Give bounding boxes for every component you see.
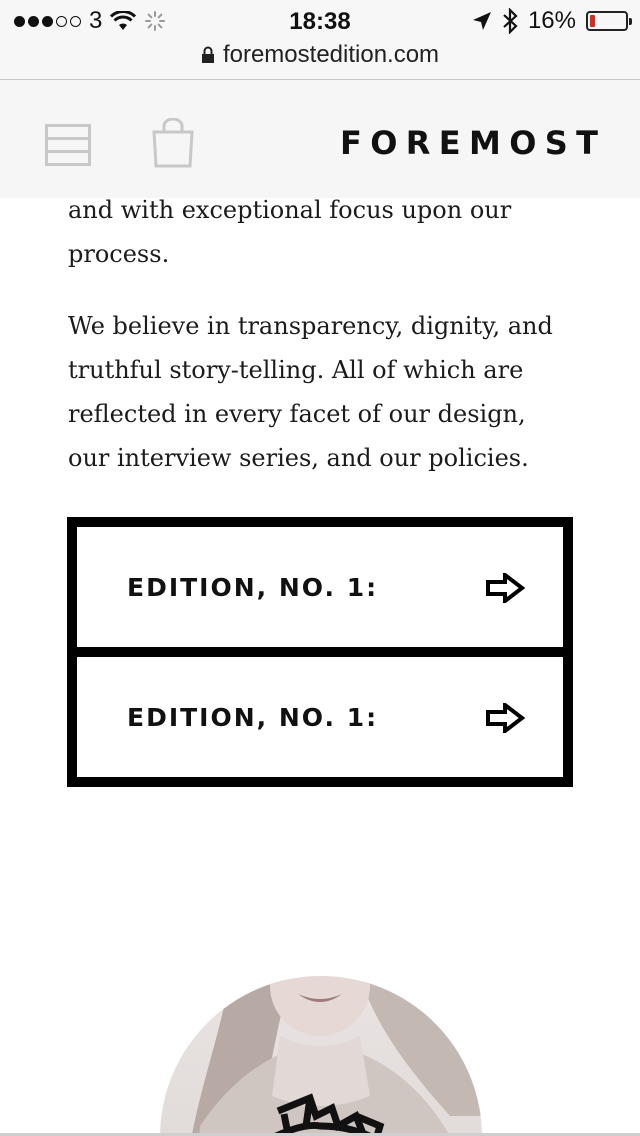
arrow-right-icon: [485, 573, 525, 603]
paragraph-line: reflected in every facet of our design,: [68, 400, 526, 428]
paragraph-line: and with exceptional focus upon our: [68, 196, 512, 224]
edition-link-1[interactable]: [67, 517, 573, 657]
battery-percent: 16%: [527, 7, 576, 34]
portrait-photo: [160, 976, 482, 1136]
edition-label: EDITION, NO. 1:: [127, 573, 379, 602]
intro-paragraph: [68, 188, 588, 276]
paragraph-line: truthful story-telling. All of which are: [68, 356, 524, 384]
paragraph-line: process.: [68, 240, 170, 268]
site-header: [0, 80, 640, 198]
paragraph-line: We believe in transparency, dignity, and: [68, 312, 553, 340]
status-bar: [0, 0, 640, 40]
paragraph-line: our interview series, and our policies.: [68, 444, 529, 472]
url-text: foremostedition.com: [222, 41, 440, 68]
browser-url-bar[interactable]: [0, 40, 640, 80]
foremost-logo[interactable]: [340, 124, 602, 160]
menu-icon[interactable]: [45, 124, 91, 166]
status-right: [472, 8, 628, 34]
shopping-bag-icon[interactable]: [150, 118, 196, 168]
values-paragraph: [68, 304, 588, 480]
clock-time: 18:38: [289, 8, 351, 35]
battery-icon: [586, 11, 628, 31]
bluetooth-icon: [502, 8, 518, 34]
edition-label: EDITION, NO. 1:: [127, 703, 379, 732]
edition-link-2[interactable]: [67, 647, 573, 787]
location-arrow-icon: [472, 11, 492, 31]
logo-text: FOREMOST: [340, 124, 598, 160]
carrier-name: 3: [89, 7, 103, 34]
arrow-right-icon: [485, 703, 525, 733]
lock-icon: [201, 46, 215, 64]
